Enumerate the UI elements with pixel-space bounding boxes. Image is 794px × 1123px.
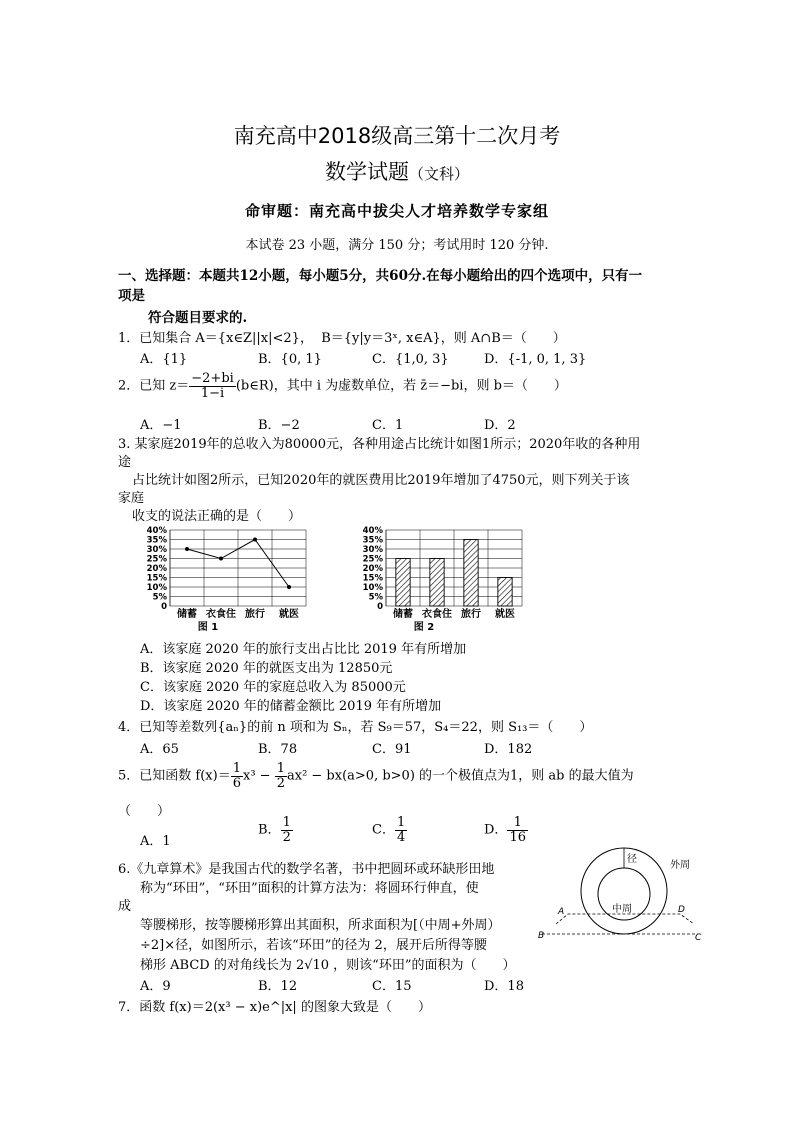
- q5-f2-den: 2: [276, 775, 285, 791]
- q5-opt-b-num: 1: [282, 815, 291, 830]
- q3-chart-1: [140, 524, 310, 636]
- chart2-ytick: 10%: [362, 583, 383, 593]
- chart1-ytick: 25%: [146, 554, 167, 565]
- q6-line5: ÷2]×径，如图所示，若该“环田”的径为 2，展开后所得等腰: [140, 938, 487, 953]
- q5-stem-a: 5．已知函数 f(x)＝: [118, 768, 231, 784]
- q5-opt-d-num: 1: [507, 816, 528, 831]
- chart2-bar: [464, 540, 478, 607]
- q4-option-a[interactable]: A．65: [140, 742, 179, 757]
- chart2-bar: [430, 559, 444, 607]
- q5-stem-b: ax² − bx(a>0, b>0) 的一个极值点为1，则 ab 的最大值为: [286, 768, 634, 784]
- trapezoid-top: [556, 914, 694, 924]
- q5-frac-1: [231, 762, 243, 790]
- chart2-bar: [396, 559, 410, 607]
- chart2-group: [363, 526, 522, 633]
- q5-option-c[interactable]: [372, 816, 407, 844]
- chart2-xtick: 旅行: [461, 609, 481, 620]
- q5-stem: [118, 762, 634, 790]
- chart2-title: 图 2: [413, 622, 435, 633]
- label-waizhou: 外周: [670, 860, 690, 871]
- q5-f1-den: 6: [232, 775, 241, 791]
- q3-option-b[interactable]: B．该家庭 2020 年的就医支出为 12850元: [140, 661, 393, 676]
- q2-option-d[interactable]: D．2: [484, 418, 516, 433]
- q2-option-b[interactable]: B．−2: [258, 418, 300, 433]
- subject-sub: （文科）: [408, 165, 469, 183]
- chart2-ytick: 30%: [362, 545, 383, 555]
- q4-stem: 4．已知等差数列{aₙ}的前 n 项和为 Sₙ，若 S₉＝57，S₄＝22，则 S₁₃＝（ ）: [118, 720, 593, 735]
- q4-option-c[interactable]: C．91: [372, 742, 412, 757]
- q4-option-b[interactable]: B．78: [258, 742, 298, 757]
- section-heading-line2: 项是: [118, 288, 145, 304]
- q1-stem-a: 1．已知集合 A＝{x∈Z||x|<2}，: [118, 331, 313, 346]
- q3-line1: 3. 某家庭2019年的总收入为80000元，各种用途占比统计如图1所示；2020年收的各种用: [118, 437, 641, 452]
- q2-stem: [118, 372, 567, 400]
- q5-frac-2: [275, 762, 287, 790]
- q1-stem: [118, 327, 566, 346]
- chart1-group: [147, 526, 306, 633]
- q1-option-a[interactable]: A．{1}: [140, 352, 188, 367]
- q5-opt-d-den: 16: [509, 829, 526, 845]
- q2-frac-den: 1−i: [200, 385, 225, 401]
- chart1-ytick: 30%: [146, 545, 167, 555]
- q2-fraction: [189, 372, 236, 400]
- q2-option-c[interactable]: C．1: [372, 418, 404, 433]
- q5-mid: x³ −: [242, 768, 271, 784]
- q5-option-d[interactable]: [484, 816, 528, 844]
- chart2-xtick: 就医: [495, 609, 515, 620]
- chart1-ytick: 40%: [146, 526, 167, 536]
- q5-f1-num: 1: [232, 761, 241, 776]
- chart2-ytick: 25%: [362, 554, 383, 565]
- q5-opt-b-den: 2: [282, 829, 291, 845]
- q3-line2: 途: [118, 455, 132, 470]
- chart2-ytick: 0: [377, 602, 383, 612]
- q1-option-b[interactable]: B．{0, 1}: [258, 352, 322, 367]
- q5-opt-c-den: 4: [396, 829, 406, 845]
- q6-option-c[interactable]: C．15: [372, 979, 412, 994]
- q1-option-d[interactable]: D．{-1, 0, 1, 3}: [484, 352, 587, 367]
- q2-frac-num: −2+bi: [191, 371, 234, 386]
- chart1-xtick: 就医: [279, 609, 299, 620]
- chart1-point: [253, 538, 257, 542]
- q3-option-c[interactable]: C．该家庭 2020 年的家庭总收入为 85000元: [140, 680, 406, 695]
- q3-option-a[interactable]: A．该家庭 2020 年的旅行支出占比比 2019 年有所增加: [140, 642, 467, 657]
- q5-option-a[interactable]: A．1: [140, 834, 171, 849]
- q3-chart-2: [356, 524, 526, 636]
- chart2-ytick: 35%: [362, 535, 383, 546]
- q3-line4: 家庭: [118, 491, 145, 506]
- label-C: C: [695, 933, 702, 943]
- q1-stem-b: B＝{y|y＝3ˣ, x∈A}，则 A∩B＝（ ）: [321, 331, 566, 346]
- q3-option-d[interactable]: D．该家庭 2020 年的储蓄金额比 2019 年有所增加: [140, 699, 442, 714]
- label-B: B: [538, 931, 545, 941]
- label-jing: 径: [627, 854, 637, 865]
- chart2-ytick: 15%: [362, 573, 383, 584]
- subject-main: 数学试题: [324, 160, 409, 184]
- q5-option-b[interactable]: [258, 816, 293, 844]
- q4-option-d[interactable]: D．182: [484, 742, 533, 757]
- q6-line2: 称为“环田”，“环田”面积的计算方法为：将圆环行伸直，使: [140, 881, 479, 896]
- chart1-point: [185, 547, 189, 551]
- q6-line1: 6.《九章算术》是我国古代的数学名著，书中把圆环或环缺形田地: [118, 862, 495, 877]
- label-zhongzhou: 中周: [612, 904, 632, 915]
- chart1-xtick: 储蓄: [177, 609, 197, 620]
- q7-stem: 7．函数 f(x)＝2(x³ − x)e^|x| 的图象大致是（ ）: [118, 1000, 431, 1015]
- chart1-xtick: 衣食住: [206, 609, 236, 620]
- chart1-point: [219, 557, 223, 561]
- q6-option-a[interactable]: A．9: [140, 979, 171, 994]
- q5-opt-d-label: D．: [484, 822, 508, 838]
- q6-option-d[interactable]: D．18: [484, 979, 524, 994]
- chart2-xtick: 储蓄: [393, 609, 413, 620]
- q5-opt-c-label: C．: [372, 822, 395, 838]
- q6-option-b[interactable]: B．12: [258, 979, 298, 994]
- chart1-ytick: 35%: [146, 535, 167, 546]
- exam-subject: [0, 156, 794, 186]
- q5-opt-c-num: 1: [396, 815, 406, 830]
- label-A: A: [558, 907, 565, 917]
- chart1-ytick: 15%: [146, 573, 167, 584]
- chart2-ytick: 20%: [362, 564, 383, 574]
- q3-line5: 收支的说法正确的是（ ）: [132, 509, 302, 524]
- chart1-title: 图 1: [197, 622, 219, 633]
- q6-line6: 梯形 ABCD 的对角线长为 2√10 ，则该“环田”的面积为（ ）: [140, 958, 516, 973]
- q6-ring-figure: [538, 842, 704, 946]
- q5-opt-b-label: B．: [258, 822, 281, 838]
- chart1-ytick: 0: [161, 602, 167, 612]
- q2-stem-b: (b∈R)，其中 i 为虚数单位，若 z̄＝−bi，则 b＝（ ）: [235, 378, 567, 394]
- q3-line3: 占比统计如图2所示，已知2020年的就医费用比2019年增加了4750元，则下列关于该: [132, 473, 630, 488]
- q6-line4: 等腰梯形，按等腰梯形算出其面积，所求面积为[（中周+外周）: [140, 918, 501, 933]
- chart2-ytick: 5%: [368, 592, 383, 603]
- q2-option-a[interactable]: A．−1: [140, 418, 182, 433]
- label-D: D: [678, 905, 685, 915]
- q5-stem-c: （ ）: [118, 804, 171, 819]
- exam-title: 南充高中2018级高三第十二次月考: [233, 124, 561, 148]
- chart1-point: [287, 585, 291, 589]
- section-heading-line3: 符合题目要求的.: [148, 310, 248, 326]
- exam-note: 本试卷 23 小题，满分 150 分；考试用时 120 分钟.: [245, 238, 549, 253]
- chart2-ytick: 40%: [362, 526, 383, 536]
- q2-stem-a: 2．已知 z＝: [118, 378, 190, 394]
- section-heading-line1: 一、选择题：本题共12小题，每小题5分，共60分.在每小题给出的四个选项中，只有一: [118, 268, 643, 284]
- q6-line3: 成: [118, 899, 132, 914]
- chart2-bar: [498, 578, 512, 607]
- exam-setter: 命审题：南充高中拔尖人才培养数学专家组: [244, 202, 549, 220]
- chart1-xtick: 旅行: [245, 609, 265, 620]
- chart2-xtick: 衣食住: [422, 609, 452, 620]
- chart1-ytick: 10%: [146, 583, 167, 593]
- q1-option-c[interactable]: C．{1,0, 3}: [372, 352, 449, 367]
- chart1-ytick: 5%: [152, 592, 167, 603]
- q5-f2-num: 1: [276, 761, 285, 776]
- chart1-ytick: 20%: [146, 564, 167, 574]
